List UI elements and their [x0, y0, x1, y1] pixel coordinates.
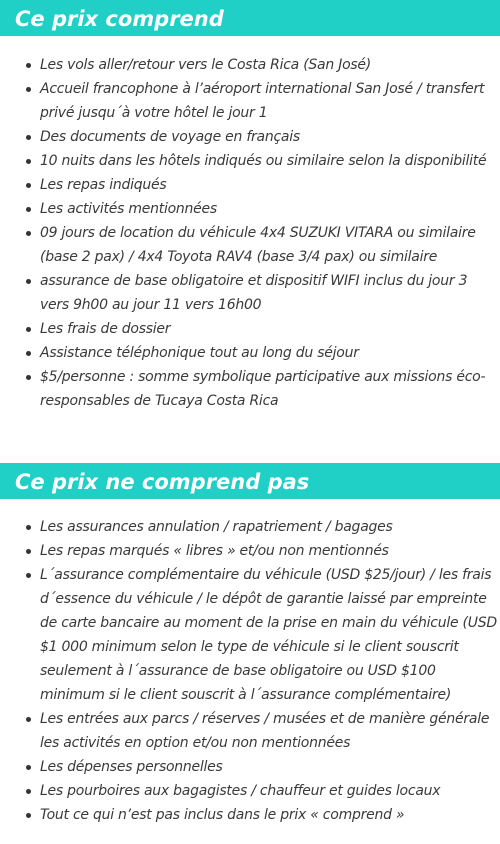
list-item	[0, 149, 500, 173]
list-item-text: Les repas indiqués	[40, 177, 167, 193]
bullet-icon	[26, 63, 31, 68]
bullet-icon	[26, 327, 31, 332]
list-item	[0, 755, 500, 779]
list-item-text: Les repas marqués « libres » et/ou non mentionnés	[40, 543, 389, 559]
included-list	[0, 53, 500, 413]
list-item-text: Des documents de voyage en français	[40, 129, 300, 145]
bullet-icon	[26, 717, 31, 722]
list-item	[0, 707, 500, 755]
bullet-icon	[26, 231, 31, 236]
bullet-icon	[26, 375, 31, 380]
list-item-text: Les activités mentionnées	[40, 201, 217, 217]
bullet-icon	[26, 573, 31, 578]
list-item	[0, 803, 500, 827]
included-section	[0, 0, 500, 413]
list-item-text: Les frais de dossier	[40, 321, 171, 337]
included-heading: Ce prix comprend	[0, 0, 500, 36]
list-item-text: Assistance téléphonique tout au long du séjour	[40, 345, 359, 361]
list-item-text: $5/personne : somme symbolique participative aux missions éco-responsables de Tucaya Costa Rica	[40, 369, 486, 409]
list-item	[0, 269, 500, 317]
list-item	[0, 341, 500, 365]
list-item	[0, 197, 500, 221]
list-item-text: Les assurances annulation / rapatriement / bagages	[40, 519, 393, 535]
list-item-text: Les dépenses personnelles	[40, 759, 223, 775]
list-item	[0, 317, 500, 341]
list-item-text: Les vols aller/retour vers le Costa Rica (San José)	[40, 57, 372, 73]
not-included-section	[0, 463, 500, 827]
list-item-text: Tout ce qui n’est pas inclus dans le prix « comprend »	[40, 807, 405, 823]
bullet-icon	[26, 549, 31, 554]
list-item-text: Accueil francophone à l’aéroport international San José / transfert privé jusqu´à votre hôtel le jour 1	[40, 81, 485, 121]
list-item-text: assurance de base obligatoire et dispositif WIFI inclus du jour 3 vers 9h00 au jour 11 vers 16h00	[40, 273, 468, 313]
list-item	[0, 563, 500, 707]
not-included-list	[0, 515, 500, 827]
list-item	[0, 53, 500, 77]
list-item	[0, 173, 500, 197]
not-included-heading: Ce prix ne comprend pas	[0, 463, 500, 499]
bullet-icon	[26, 135, 31, 140]
bullet-icon	[26, 87, 31, 92]
list-item	[0, 515, 500, 539]
bullet-icon	[26, 813, 31, 818]
list-item	[0, 779, 500, 803]
list-item-text: 10 nuits dans les hôtels indiqués ou similaire selon la disponibilité	[40, 153, 487, 169]
bullet-icon	[26, 159, 31, 164]
bullet-icon	[26, 765, 31, 770]
list-item	[0, 365, 500, 413]
list-item	[0, 125, 500, 149]
bullet-icon	[26, 789, 31, 794]
bullet-icon	[26, 525, 31, 530]
bullet-icon	[26, 279, 31, 284]
bullet-icon	[26, 351, 31, 356]
list-item-text: Les pourboires aux bagagistes / chauffeur et guides locaux	[40, 783, 441, 799]
list-item-text: 09 jours de location du véhicule 4x4 SUZUKI VITARA ou similaire (base 2 pax) / 4x4 Toyota RAV4 (base 3/4 pax) ou similaire	[40, 225, 476, 265]
bullet-icon	[26, 207, 31, 212]
list-item-text: L´assurance complémentaire du véhicule (USD $25/jour) / les frais d´essence du véhicule / le dépôt de garantie laissé par empreinte de carte bancaire au moment de la prise en main du véhicule (USD $1 000 minimum selon le type de véhicule si le client souscrit seulement à l´assurance de base obligatoire ou USD $100 minimum si le client souscrit à l´assurance complémentaire)	[40, 567, 497, 703]
list-item	[0, 77, 500, 125]
list-item	[0, 539, 500, 563]
list-item-text: Les entrées aux parcs / réserves / musées et de manière générale les activités en option et/ou non mentionnées	[40, 711, 490, 751]
list-item	[0, 221, 500, 269]
bullet-icon	[26, 183, 31, 188]
